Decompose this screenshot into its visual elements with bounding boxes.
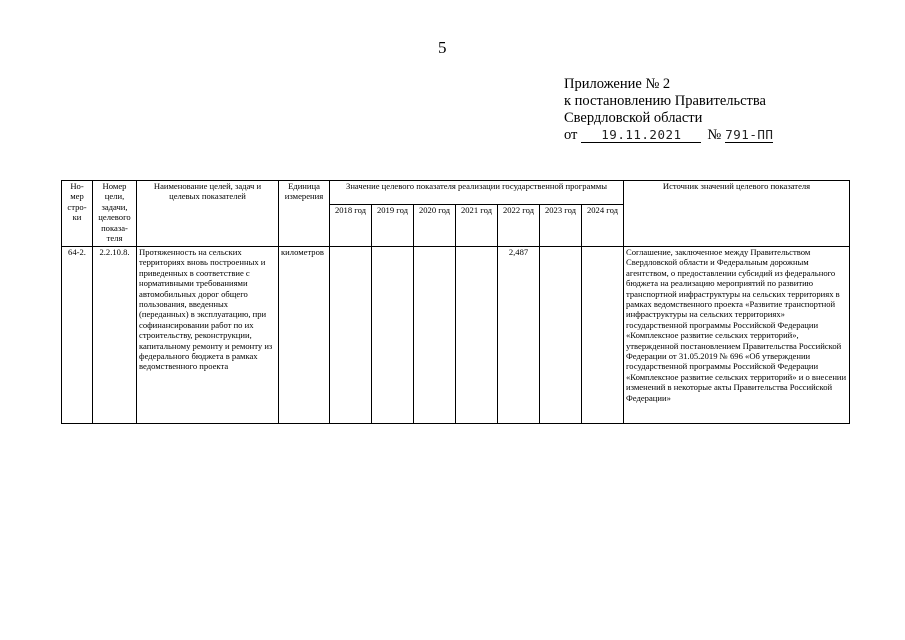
header-year: 2018 год	[330, 205, 372, 247]
header-year: 2019 год	[372, 205, 414, 247]
appendix-resolution: к постановлению Правительства	[564, 93, 766, 109]
cell-row-number: 64-2.	[62, 247, 93, 424]
cell-source: Соглашение, заключенное между Правительством Свердловской области и Федеральным дорожным агентством, о предоставлении субсидий из федерального бюджета на реализацию мероприятий по развитию транспортной инфраструктуры на сельских территориях в рамках ведомственного проекта «Развитие транспортной инфраструктуры на сельских территориях» государственной программы Российской Федерации «Комплексное развитие сельских территорий», утвержденной постановлением Правительства Российской Федерации от 31.05.2019 № 696 «Об утверждении государственной программы Российской Федерации «Комплексное развитие сельских территорий» и о внесении изменений в некоторые акты Правительства Российской Федерации»	[624, 247, 850, 424]
header-year: 2022 год	[498, 205, 540, 247]
cell-value	[330, 247, 372, 424]
header-source: Источник значений целевого показателя	[624, 181, 850, 247]
cell-value	[414, 247, 456, 424]
resolution-number: 791-ПП	[725, 127, 774, 142]
header-year: 2020 год	[414, 205, 456, 247]
header-year: 2024 год	[582, 205, 624, 247]
header-year: 2023 год	[540, 205, 582, 247]
header-name: Наименование целей, задач и целевых показателей	[137, 181, 279, 247]
cell-value	[582, 247, 624, 424]
appendix-header	[564, 76, 773, 144]
cell-goal-number: 2.2.10.8.	[93, 247, 137, 424]
cell-value	[372, 247, 414, 424]
header-unit: Единица измерения	[279, 181, 330, 247]
date-prefix: от	[564, 127, 578, 143]
appendix-date-line	[564, 127, 773, 144]
table-row	[62, 247, 850, 424]
resolution-date: 19.11.2021	[581, 128, 701, 143]
number-sign: №	[707, 127, 722, 143]
appendix-title: Приложение № 2	[564, 76, 671, 92]
header-row-number: Но-мер стро-ки	[62, 181, 93, 247]
header-goal-number: Номер цели, задачи, целевого показа-теля	[93, 181, 137, 247]
cell-value	[540, 247, 582, 424]
indicators-table	[61, 180, 850, 424]
cell-value	[456, 247, 498, 424]
cell-value: 2,487	[498, 247, 540, 424]
cell-unit: километров	[279, 247, 330, 424]
header-year: 2021 год	[456, 205, 498, 247]
cell-name: Протяженность на сельских территориях вновь построенных и приведенных в соответствие с нормативными требованиями автомобильных дорог общего пользования, введенных (переданных) в эксплуатацию, при софинансировании работ по их строительству, реконструкции, капитальному ремонту и ремонту из федерального бюджета в рамках ведомственного проекта	[137, 247, 279, 424]
header-value-group: Значение целевого показателя реализации государственной программы	[330, 181, 624, 205]
appendix-region: Свердловской области	[564, 110, 703, 126]
page-number: 5	[438, 38, 447, 57]
